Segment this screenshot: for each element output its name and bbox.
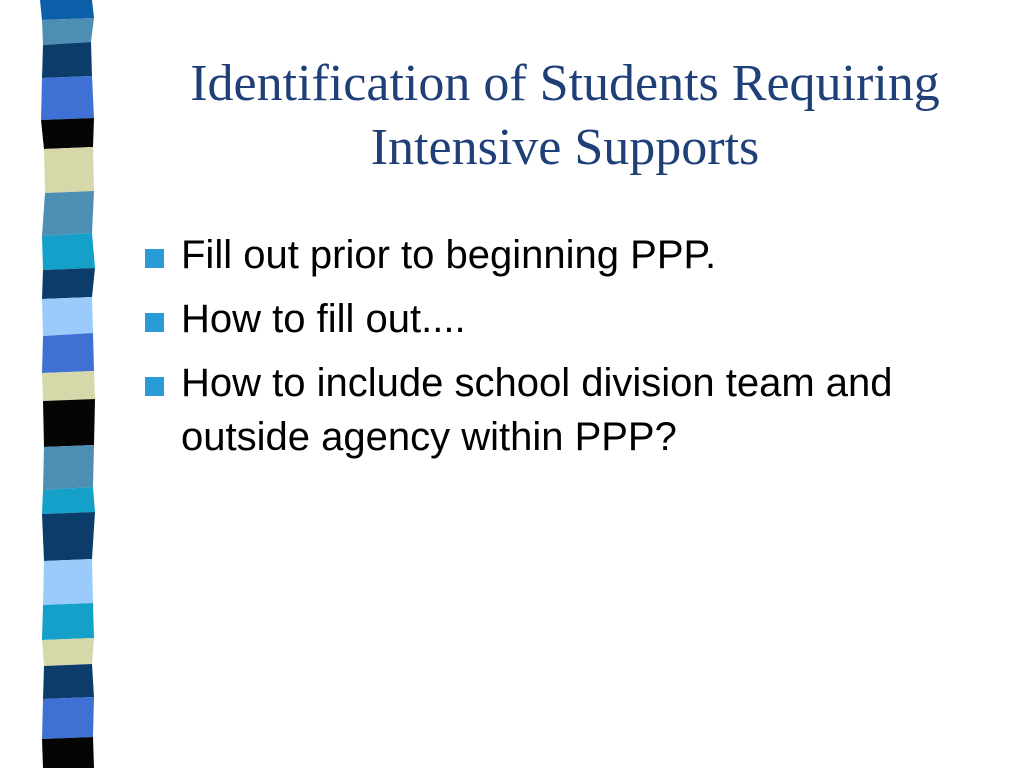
bullet-item-1 [145,228,1005,282]
bullet-item-2 [145,292,1005,346]
square-bullet-icon [145,249,164,268]
bullet-text: Fill out prior to beginning PPP. [181,233,717,277]
bullet-item-3 [145,356,1005,464]
bullet-text: How to include school division team and outside agency within PPP? [181,361,893,459]
slide-title: Identification of Students Requiring Intensive Supports [190,55,940,176]
square-bullet-icon [145,377,164,396]
decorative-stripe [0,0,120,768]
bullet-list [145,228,1005,474]
bullet-text: How to fill out.... [181,297,466,341]
square-bullet-icon [145,313,164,332]
